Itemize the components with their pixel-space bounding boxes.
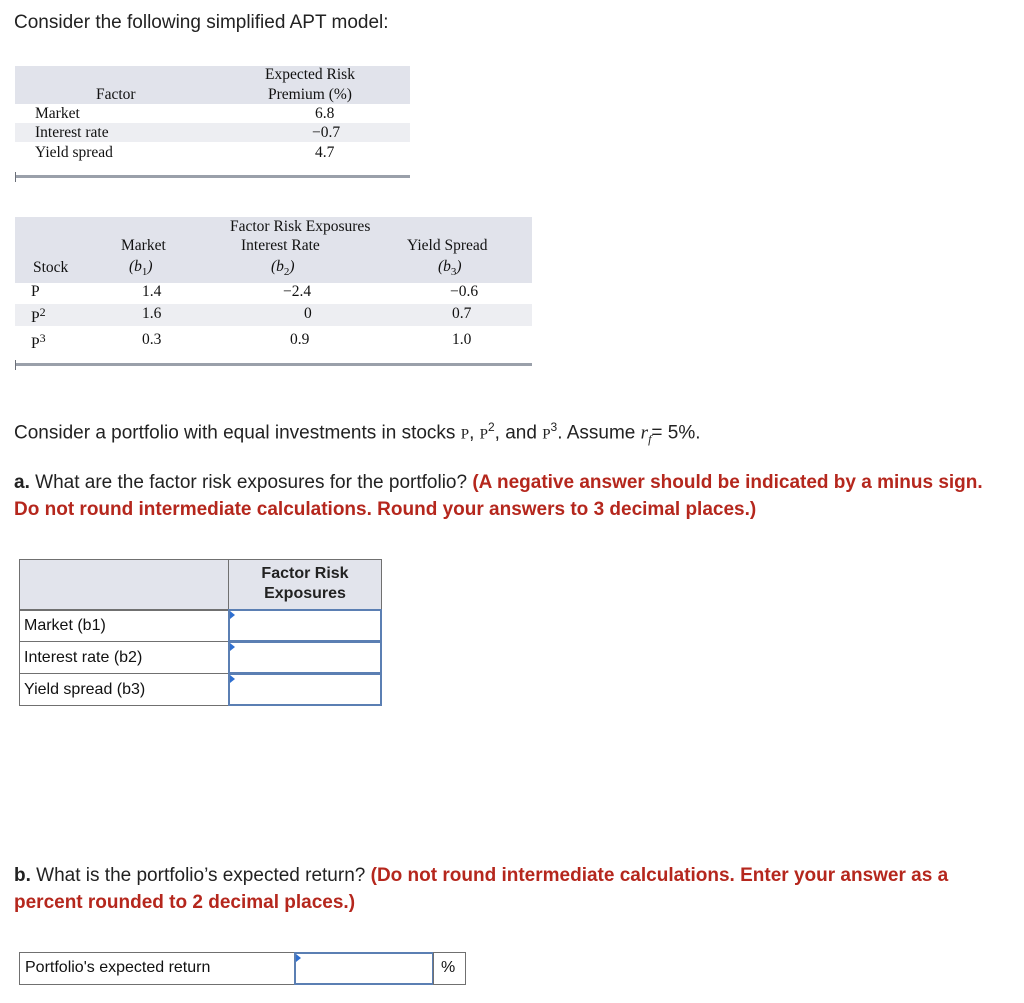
question-a: a. What are the factor risk exposures for the portfolio? (A negative answer should be indicated by a minus sign. Do not round intermediate calculations. Round your answers to 3 decimal places.) bbox=[14, 472, 983, 520]
header-factor: Factor bbox=[96, 86, 136, 103]
input-marker-icon bbox=[296, 954, 301, 962]
factor-premium-table bbox=[15, 66, 410, 186]
stock-label-p3: $P^3$ bbox=[31, 331, 46, 353]
table-baseline bbox=[15, 175, 410, 178]
table-corner-tick bbox=[15, 360, 16, 370]
b1-p2: 1.6 bbox=[142, 305, 162, 322]
b3-p3: 1.0 bbox=[452, 331, 472, 348]
b3-p2: 0.7 bbox=[452, 305, 472, 322]
label-yield-b3: Yield spread (b3) bbox=[24, 681, 146, 698]
header-market: Market bbox=[121, 237, 166, 254]
b3-p: −0.6 bbox=[450, 283, 479, 300]
answer-header-label: Factor Risk Exposures bbox=[261, 565, 349, 602]
b2-p2: 0 bbox=[304, 305, 312, 322]
input-interest-b2[interactable] bbox=[228, 641, 382, 674]
factor-market: Market bbox=[35, 105, 80, 122]
unit-percent: % bbox=[441, 959, 456, 976]
answer-b-row bbox=[19, 952, 466, 985]
header-b1: $(b_1)$ bbox=[129, 258, 153, 279]
input-marker-icon bbox=[230, 675, 235, 683]
portfolio-sentence: Consider a portfolio with equal investments in stocks P, $P^2$, and $P^3$. Assume $r_f= 5\%$. bbox=[14, 420, 701, 447]
input-market-b1[interactable] bbox=[228, 609, 382, 642]
factor-yield-spread: Yield spread bbox=[35, 144, 113, 161]
answer-table-a bbox=[19, 559, 382, 706]
premium-interest-rate: −0.7 bbox=[312, 124, 341, 141]
b1-p3: 0.3 bbox=[142, 331, 162, 348]
b2-p3: 0.9 bbox=[290, 331, 310, 348]
input-marker-icon bbox=[230, 643, 235, 651]
table-baseline bbox=[15, 363, 532, 366]
header-stock: Stock bbox=[33, 259, 69, 276]
header-group: Factor Risk Exposures bbox=[230, 218, 371, 235]
question-b: b. What is the portfolio’s expected return? (Do not round intermediate calculations. Enter your answer as a percent rounded to 2 decimal places.) bbox=[14, 865, 949, 913]
input-expected-return[interactable] bbox=[294, 952, 434, 985]
stock-label-p2: $P^2$ bbox=[31, 305, 46, 327]
label-expected-return: Portfolio's expected return bbox=[25, 959, 211, 976]
header-b2: $(b_2)$ bbox=[271, 258, 295, 279]
premium-yield-spread: 4.7 bbox=[315, 144, 335, 161]
table-corner-tick bbox=[15, 172, 16, 182]
b1-p: 1.4 bbox=[142, 283, 162, 300]
label-market-b1: Market (b1) bbox=[24, 617, 106, 634]
label-interest-b2: Interest rate (b2) bbox=[24, 649, 143, 666]
premium-market: 6.8 bbox=[315, 105, 335, 122]
input-yield-b3[interactable] bbox=[228, 673, 382, 706]
header-premium-line1: Expected Risk bbox=[265, 66, 355, 83]
header-premium-line2: Premium (%) bbox=[268, 86, 352, 103]
stock-label-p: P bbox=[31, 283, 40, 300]
header-yield: Yield Spread bbox=[407, 237, 488, 254]
header-b3: $(b_3)$ bbox=[438, 258, 462, 279]
intro-text: Consider the following simplified APT model: bbox=[14, 12, 389, 33]
b2-p: −2.4 bbox=[283, 283, 312, 300]
input-marker-icon bbox=[230, 611, 235, 619]
stock-exposure-table bbox=[15, 217, 532, 377]
header-interest: Interest Rate bbox=[241, 237, 320, 254]
factor-interest-rate: Interest rate bbox=[35, 124, 109, 141]
